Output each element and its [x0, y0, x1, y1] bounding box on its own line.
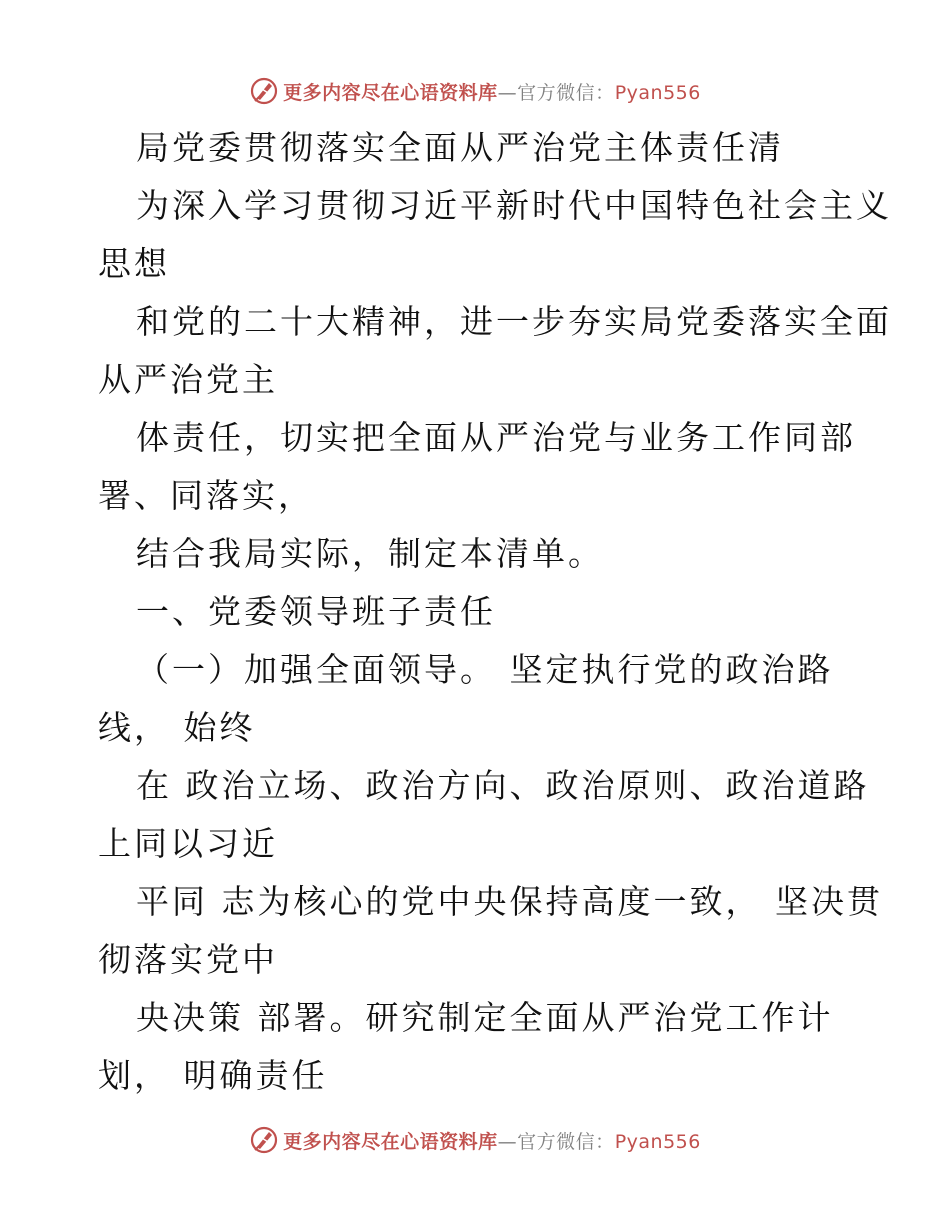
paragraph-line: 彻落实党中 [98, 940, 278, 979]
paragraph-line: 署、同落实， [98, 476, 314, 515]
subsection-heading-line: （一）加强全面领导。 坚定执行党的政治路 [136, 650, 834, 689]
paragraph-line: 思想 [98, 244, 170, 283]
paragraph-line: 划， 明确责任 [98, 1056, 328, 1095]
header-banner [0, 71, 950, 111]
banner-site-name: 更多内容尽在心语资料库 [283, 1130, 498, 1153]
paragraph-line: 上同以习近 [98, 824, 278, 863]
section-heading: 一、党委领导班子责任 [136, 592, 496, 631]
paragraph-line: 在 政治立场、政治方向、政治原则、政治道路 [136, 766, 870, 805]
paragraph-line: 平同 志为核心的党中央保持高度一致， 坚决贯 [136, 882, 883, 921]
banner-wechat-label: 官方微信： [517, 1130, 615, 1153]
banner-wechat-id: Pyan556 [614, 1130, 701, 1153]
banner-wechat-label: 官方微信： [517, 81, 615, 104]
paragraph-line: 和党的二十大精神，进一步夯实局党委落实全面 [136, 302, 892, 341]
banner-text [283, 1127, 701, 1154]
paragraph-line: 央决策 部署。研究制定全面从严治党工作计 [136, 998, 834, 1037]
quill-logo-icon [249, 1125, 279, 1155]
paragraph-line: 线， 始终 [98, 708, 256, 747]
banner-wechat-id: Pyan556 [614, 81, 701, 104]
banner-dash: — [497, 81, 518, 104]
quill-logo-icon [249, 76, 279, 106]
banner-text [283, 78, 701, 105]
paragraph-line: 从严治党主 [98, 360, 278, 399]
paragraph-line: 为深入学习贯彻习近平新时代中国特色社会主义 [136, 186, 892, 225]
banner-dash: — [497, 1130, 518, 1153]
paragraph-line: 体责任，切实把全面从严治党与业务工作同部 [136, 418, 856, 457]
paragraph-line: 结合我局实际，制定本清单。 [136, 534, 604, 573]
banner-site-name: 更多内容尽在心语资料库 [283, 81, 498, 104]
doc-title-line: 局党委贯彻落实全面从严治党主体责任清 [136, 128, 784, 167]
footer-banner [0, 1120, 950, 1160]
